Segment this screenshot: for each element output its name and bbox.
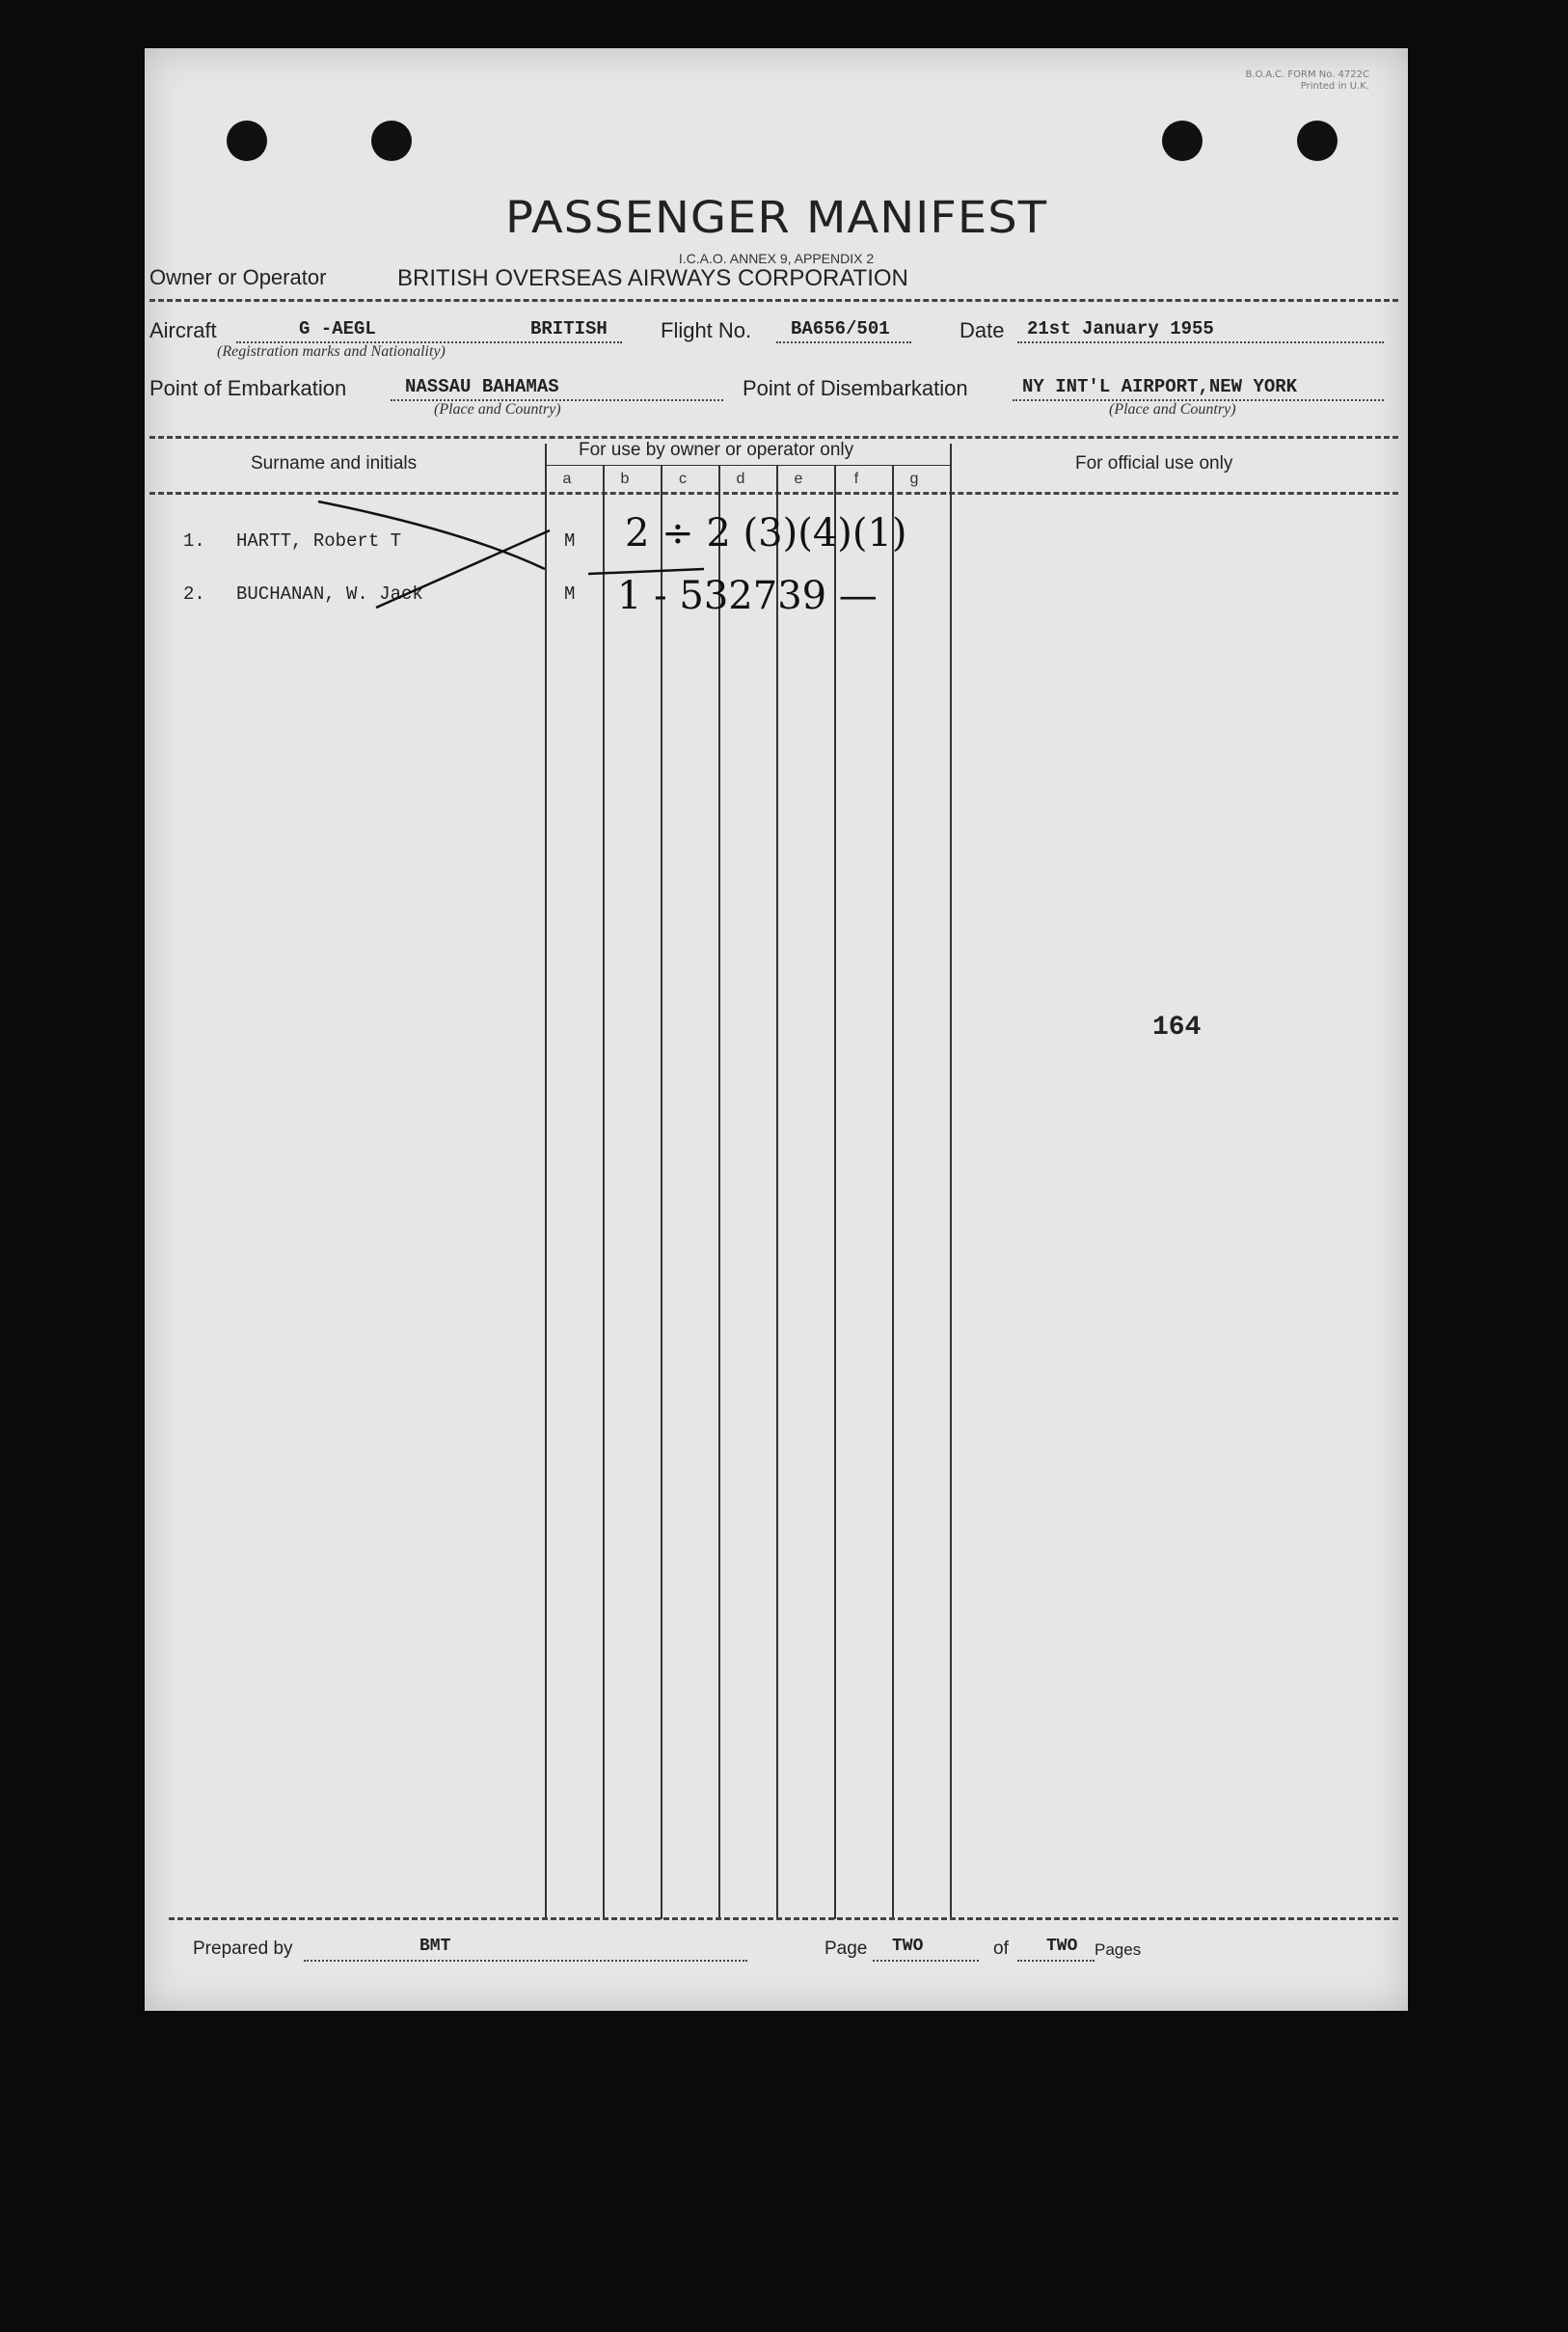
passenger-2-name: BUCHANAN, W. Jack: [236, 583, 423, 605]
place-caption-1: (Place and Country): [434, 401, 561, 418]
handwritten-strokes: [145, 48, 1408, 723]
place-caption-2: (Place and Country): [1109, 401, 1236, 418]
date-label: Date: [960, 318, 1005, 342]
flight-value: BA656/501: [791, 318, 890, 339]
page-stamp-number: 164: [1152, 1013, 1202, 1043]
of-underline: [1017, 1960, 1095, 1962]
owner-label: Owner or Operator: [149, 265, 327, 289]
of-value: TWO: [1046, 1937, 1078, 1956]
passenger-1-handwritten: 2 ÷ 2 (3)(4)(1): [625, 511, 907, 556]
col-letter-a: a: [562, 471, 572, 487]
flight-label: Flight No.: [661, 318, 752, 342]
pen-stroke-1: [318, 502, 545, 569]
pen-stroke-2: [376, 530, 550, 608]
pen-stroke-3: [588, 569, 704, 574]
page-value: TWO: [892, 1937, 924, 1956]
owner-value: BRITISH OVERSEAS AIRWAYS CORPORATION: [397, 265, 908, 291]
footer-rule: [169, 1917, 1398, 1920]
registration-caption: (Registration marks and Nationality): [217, 343, 446, 360]
col-owner-use-header: For use by owner or operator only: [579, 440, 854, 460]
col-letter-e: e: [794, 471, 803, 487]
of-label: of: [993, 1939, 1009, 1959]
page-underline: [873, 1960, 979, 1962]
page-label: Page: [825, 1939, 868, 1959]
embarkation-label: Point of Embarkation: [149, 376, 347, 400]
col-letter-c: c: [679, 471, 687, 487]
date-value: 21st January 1955: [1027, 318, 1214, 339]
disembarkation-label: Point of Disembarkation: [743, 376, 968, 400]
col-letter-d: d: [736, 471, 745, 487]
passenger-2-number: 2.: [183, 583, 205, 605]
col-surname-header: Surname and initials: [251, 453, 418, 474]
col-official-header: For official use only: [1075, 453, 1233, 474]
disembarkation-value: NY INT'L AIRPORT,NEW YORK: [1022, 376, 1298, 397]
prepared-label: Prepared by: [193, 1939, 293, 1959]
aircraft-value: G -AEGL: [299, 318, 376, 339]
manifest-sheet: [145, 48, 1408, 2011]
col-letter-g: g: [909, 471, 919, 487]
col-letter-f: f: [853, 471, 859, 487]
page-title: PASSENGER MANIFEST: [504, 192, 1048, 244]
passenger-1-number: 1.: [183, 530, 205, 552]
page-subtitle: I.C.A.O. ANNEX 9, APPENDIX 2: [678, 251, 875, 266]
form-number-text: B.O.A.C. FORM No. 4722C: [1245, 69, 1369, 80]
col-letter-b: b: [620, 471, 630, 487]
aircraft-label: Aircraft: [149, 318, 217, 342]
passenger-2-handwritten: 1 - 532739 —: [617, 574, 878, 618]
passenger-2-sex: M: [564, 583, 576, 605]
pages-label: Pages: [1095, 1940, 1142, 1959]
embarkation-value: NASSAU BAHAMAS: [405, 376, 559, 397]
printed-in-text: Printed in U.K.: [1300, 81, 1369, 92]
passenger-1-name: HARTT, Robert T: [236, 530, 402, 552]
prepared-value: BMT: [419, 1937, 451, 1956]
prepared-underline: [304, 1960, 747, 1962]
nationality-value: BRITISH: [530, 318, 608, 339]
passenger-1-sex: M: [564, 530, 576, 552]
